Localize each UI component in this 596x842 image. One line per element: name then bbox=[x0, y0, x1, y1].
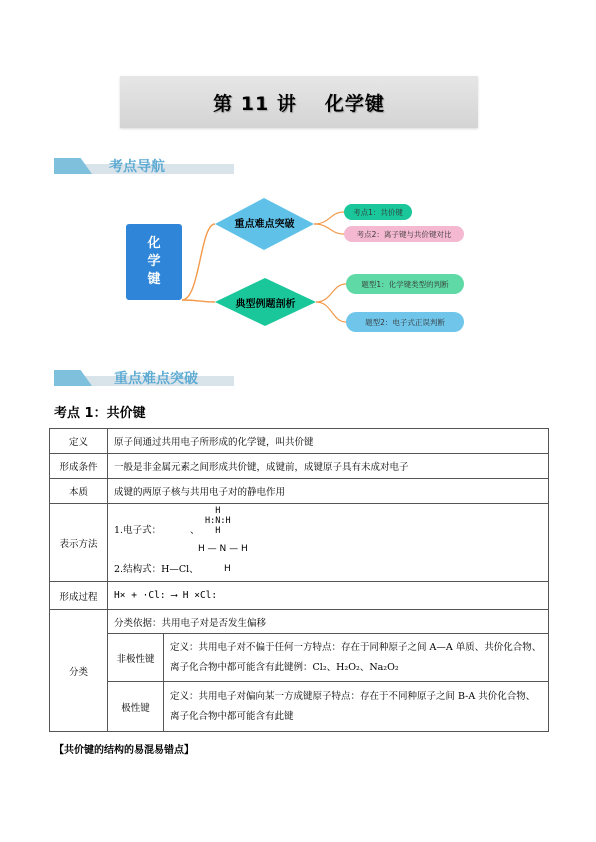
covalent-bond-table bbox=[49, 428, 549, 732]
leaf-1: 考点1：共价键 bbox=[344, 204, 412, 220]
row-content-def: 原子间通过共用电子所形成的化学键，叫共价键 bbox=[108, 429, 549, 454]
title-banner bbox=[120, 76, 478, 128]
struct-n: N bbox=[219, 544, 227, 554]
table-row-def bbox=[50, 429, 549, 454]
repr-line1: 1.电子式： bbox=[114, 525, 162, 536]
nonpolar-examples: Cl₂、H₂O₂、Na₂O₂ bbox=[312, 661, 399, 673]
process-plus: + bbox=[131, 590, 137, 601]
struct-h-left: H bbox=[198, 544, 205, 554]
row-label-classify: 分类 bbox=[50, 610, 108, 732]
note-heading: 【共价键的结构的易混易错点】 bbox=[54, 745, 194, 756]
root-char-2: 学 bbox=[147, 254, 161, 269]
row-label-cond: 形成条件 bbox=[50, 454, 108, 479]
struct-h-right: H bbox=[241, 544, 248, 554]
branch1-label: 重点难点突破 bbox=[234, 219, 295, 230]
connector-b2-leaf1 bbox=[316, 284, 346, 302]
ammonia-h-top: H bbox=[215, 506, 221, 516]
section-title-nav: 考点导航 bbox=[109, 159, 165, 175]
process-arrow: ⟶ bbox=[171, 590, 178, 601]
root-char-3: 键 bbox=[147, 272, 161, 287]
leaf-4: 题型2：电子式正误判断 bbox=[346, 312, 464, 332]
title-topic: 化学键 bbox=[324, 92, 385, 115]
table-row-process bbox=[50, 582, 549, 610]
ammonia-n: N bbox=[215, 516, 221, 526]
struct-h-bottom: H bbox=[224, 564, 231, 574]
connector-b1-leaf1 bbox=[314, 212, 344, 224]
repr-line2: 2.结构式：H—Cl、 bbox=[114, 564, 199, 575]
ammonia-h-bottom: H bbox=[215, 526, 221, 536]
table-row-polar bbox=[50, 682, 549, 732]
section-header-key bbox=[54, 368, 234, 388]
section-title-key: 重点难点突破 bbox=[114, 371, 198, 387]
ammonia-electron-formula bbox=[205, 506, 231, 536]
struct-dash-left: — bbox=[207, 544, 217, 554]
mindmap-root bbox=[126, 224, 182, 300]
ammonia-h-right: H bbox=[225, 516, 231, 526]
connector-b2-leaf2 bbox=[316, 302, 346, 322]
branch2-label: 典型例题剖析 bbox=[235, 299, 296, 310]
repr-separator: 、 bbox=[190, 525, 200, 536]
polar-content: 定义：共用电子对偏向某一方成键原子特点：存在于不同种原子之间 B-A 共价化合物、离子化合物中都可能含有此键 bbox=[164, 682, 549, 732]
table-row-classify-basis bbox=[50, 610, 549, 634]
table-row-repr bbox=[50, 504, 549, 582]
nonpolar-text: 定义：共用电子对不偏于任何一方特点：存在于同种原子之间 A—A 单质、共价化合物、离子化合物中都可能含有此键例： bbox=[170, 641, 542, 673]
process-h: H bbox=[114, 590, 120, 601]
process-cl-product: Cl bbox=[199, 590, 212, 601]
subheading-kd1: 考点 1：共价键 bbox=[54, 406, 146, 421]
process-cl: Cl bbox=[148, 590, 160, 601]
polar-label: 极性键 bbox=[108, 682, 164, 732]
page-title bbox=[199, 89, 399, 116]
classify-basis: 分类依据：共用电子对是否发生偏移 bbox=[108, 610, 549, 634]
leaf-2: 考点2：离子键与共价键对比 bbox=[344, 226, 464, 242]
mindmap-connectors bbox=[0, 190, 596, 350]
nonpolar-content bbox=[164, 634, 549, 682]
connector-b1-leaf2 bbox=[314, 224, 344, 234]
row-content-cond: 一般是非金属元素之间形成共价键，成键前，成键原子具有未成对电子 bbox=[108, 454, 549, 479]
section-header-nav bbox=[54, 156, 234, 176]
ammonia-middle: H:N:H bbox=[205, 516, 231, 526]
table-row-nature bbox=[50, 479, 549, 504]
row-label-def: 定义 bbox=[50, 429, 108, 454]
leaf-3: 题型1：化学键类型的判断 bbox=[346, 274, 464, 294]
row-label-process: 形成过程 bbox=[50, 582, 108, 610]
table-row-cond bbox=[50, 454, 549, 479]
row-label-repr: 表示方法 bbox=[50, 504, 108, 582]
row-label-nature: 本质 bbox=[50, 479, 108, 504]
ammonia-h-left: H bbox=[205, 516, 211, 526]
ammonia-structural bbox=[198, 544, 248, 554]
connector-root-branch1 bbox=[182, 224, 215, 300]
process-h-product: H bbox=[182, 590, 189, 601]
title-lecture: 第 11 讲 bbox=[213, 92, 297, 115]
root-char-1: 化 bbox=[147, 236, 161, 251]
connector-root-branch2 bbox=[182, 300, 215, 302]
row-content-process: H× + ·Cl: ⟶ H ×Cl: bbox=[108, 582, 549, 610]
nonpolar-label: 非极性键 bbox=[108, 634, 164, 682]
struct-dash-right: — bbox=[229, 544, 239, 554]
row-content-repr bbox=[108, 504, 549, 582]
table-row-nonpolar bbox=[50, 634, 549, 682]
row-content-nature: 成键的两原子核与共用电子对的静电作用 bbox=[108, 479, 549, 504]
